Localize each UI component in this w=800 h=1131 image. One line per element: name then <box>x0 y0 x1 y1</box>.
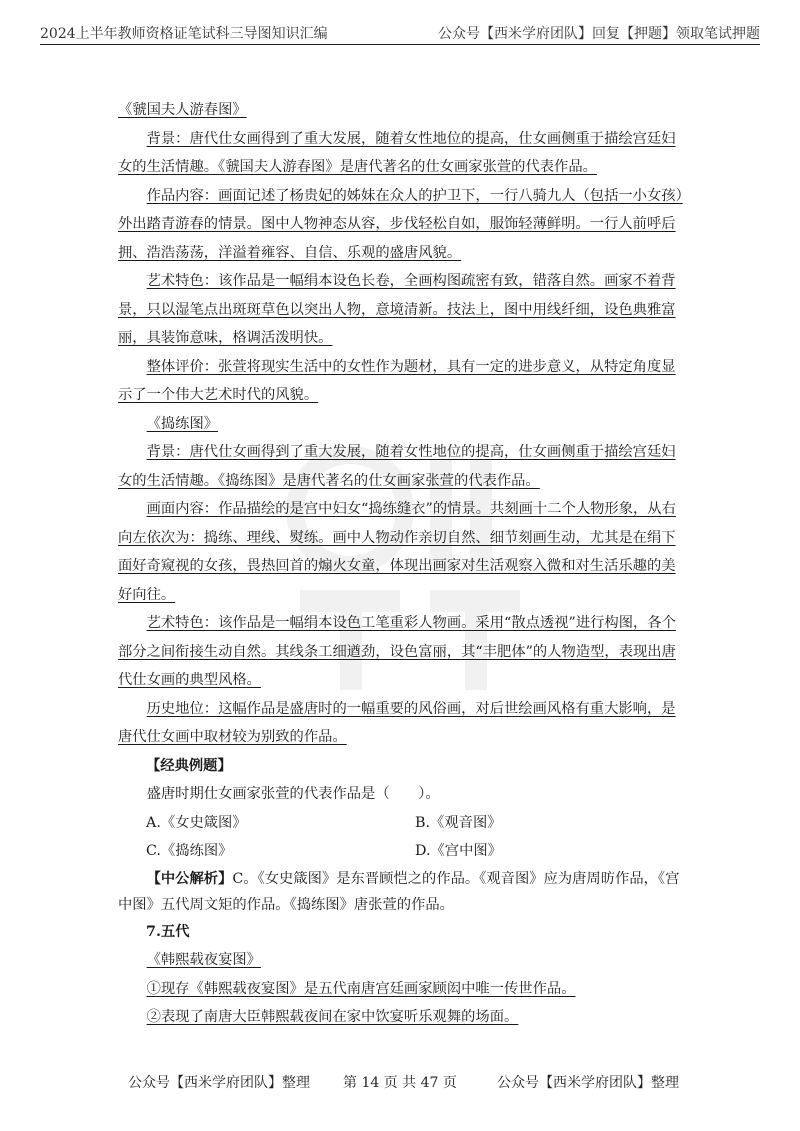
daolian-history: 历史地位：这幅作品是盛唐时的一幅重要的风俗画，对后世绘画风格有重大影响，是唐代仕女画中取材较为别致的作品。 <box>118 700 676 745</box>
header-left-title: 2024上半年教师资格证笔试科三导图知识汇编 <box>40 26 328 42</box>
option-a: A.《女史箴图》 <box>146 814 247 831</box>
footer-left: 公众号【西米学府团队】整理 <box>128 1075 310 1091</box>
answer-label: 【中公解析】 <box>146 870 233 887</box>
guoguo-evaluation: 整体评价：张萱将现实生活中的女性作为题材，具有一定的进步意义，从特定角度显示了一个伟大艺术时代的风貌。 <box>118 358 676 403</box>
example-answer <box>118 866 684 918</box>
example-options <box>118 809 684 866</box>
example-question: 盛唐时期仕女画家张萱的代表作品是（ ）。 <box>146 786 440 802</box>
daolian-feature: 艺术特色：该作品是一幅绢本设色工笔重彩人物画。采用“散点透视”进行构图，各个部分之间衔接生动自然。其线条工细遒劲，设色富丽，其“丰肥体”的人物造型，表现出唐代仕女画的典型风格。 <box>118 615 676 688</box>
guoguo-feature: 艺术特色：该作品是一幅绢本设色长卷，全画构图疏密有致，错落自然。画家不着背景，只以湿笔点出斑斑草色以突出人物，意境清新。技法上，图中用线纤细，设色典雅富丽，具装饰意味，格调活泼明快。 <box>118 273 676 346</box>
daolian-content: 画面内容：作品描绘的是宫中妇女“捣练缝衣”的情景。共刻画十二个人物形象，从右向左依次为：捣练、理线、熨练。画中人物动作亲切自然、细节刻画生动，尤其是在绢下面好奇窥视的女孩，畏热回首的煽火女童，体现出画家对生活观察入微和对生活乐趣的美好向往。 <box>118 501 676 603</box>
page-content <box>118 96 684 1032</box>
option-c: C.《捣练图》 <box>146 843 233 859</box>
page-header <box>40 20 760 45</box>
hanxizai-item-2: ②表现了南唐大臣韩熙载夜间在家中饮宴听乐观舞的场面。 <box>146 1009 519 1025</box>
section-heading-wudai: 7.五代 <box>146 923 190 940</box>
hanxizai-item-1: ①现存《韩熙载夜宴图》是五代南唐宫廷画家顾闳中唯一传世作品。 <box>146 980 576 997</box>
page-number: 第 14 页 共 47 页 <box>343 1075 457 1091</box>
option-d: D.《宫中图》 <box>415 843 502 859</box>
section-title-guoguo: 《虢国夫人游春图》 <box>118 102 247 118</box>
footer-right: 公众号【西米学府团队】整理 <box>497 1075 679 1091</box>
section-title-hanxizai: 《韩熙载夜宴图》 <box>146 952 261 968</box>
answer-text: C。《女史箴图》是东晋顾恺之的作品。《观音图》应为唐周昉作品，《宫中图》五代周文矩的作品。《捣练图》唐张萱的作品。 <box>118 870 680 913</box>
option-b: B.《观音图》 <box>415 814 502 831</box>
guoguo-content: 作品内容：画面记述了杨贵妃的姊妹在众人的护卫下，一行八骑九人（包括一小女孩）外出踏青游春的情景。图中人物神态从容，步伐轻松自如，服饰轻薄鲜明。一行人前呼后拥、浩浩荡荡，洋溢着雍容、自信、乐观的盛唐风貌。 <box>118 187 683 261</box>
section-title-daolian: 《捣练图》 <box>146 415 219 432</box>
header-right-promo: 公众号【西米学府团队】回复【押题】领取笔试押题 <box>438 26 760 42</box>
example-heading: 【经典例题】 <box>146 757 232 774</box>
daolian-background: 背景：唐代仕女画得到了重大发展，随着女性地位的提高，仕女画侧重于描绘宫廷妇女的生活情趣。《捣练图》是唐代著名的仕女画家张萱的代表作品。 <box>118 444 676 489</box>
page-footer <box>0 1072 800 1092</box>
guoguo-background: 背景：唐代仕女画得到了重大发展，随着女性地位的提高，仕女画侧重于描绘宫廷妇女的生活情趣。《虢国夫人游春图》是唐代著名的仕女画家张萱的代表作品。 <box>118 130 676 175</box>
